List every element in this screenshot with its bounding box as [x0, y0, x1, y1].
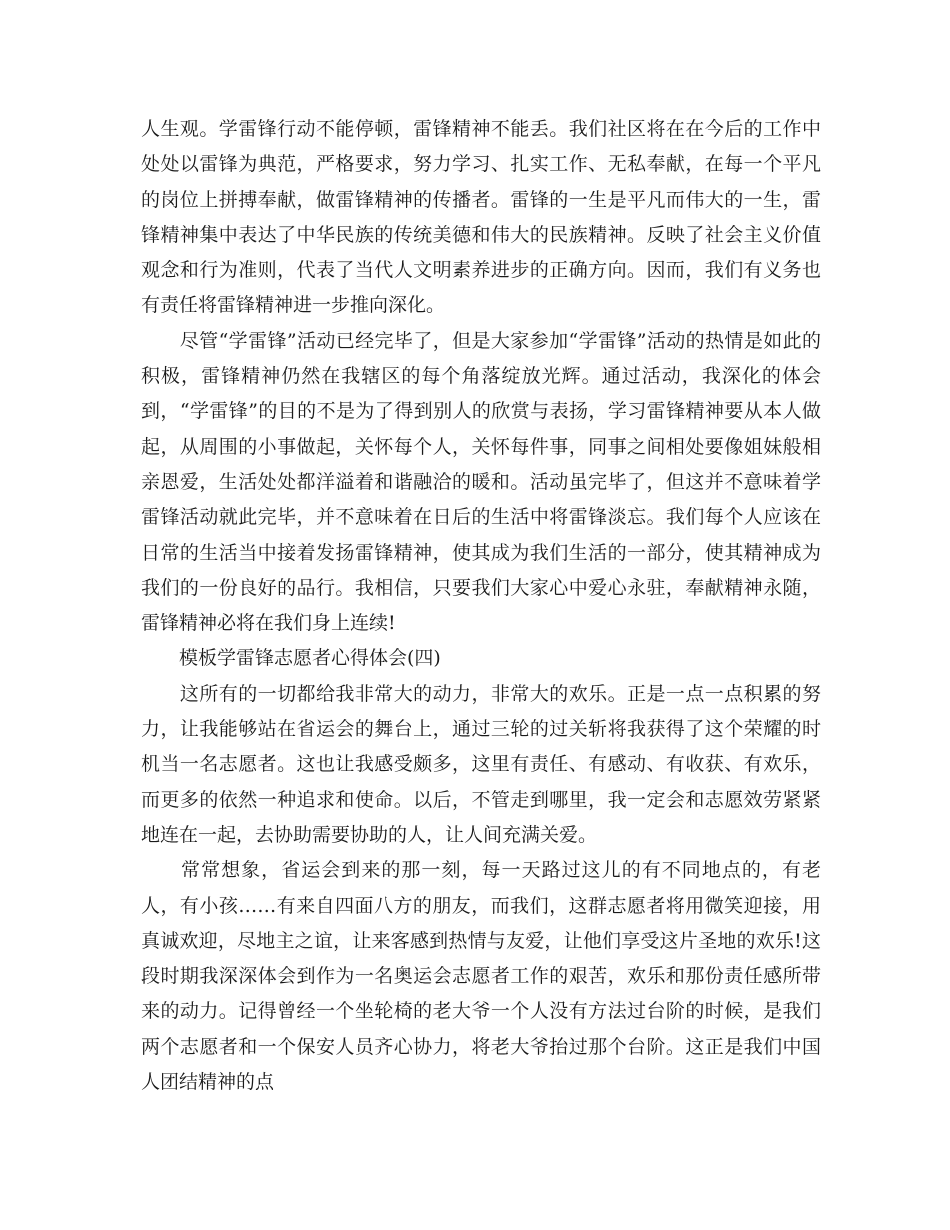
- paragraph-4: 常常想象，省运会到来的那一刻，每一天路过这儿的有不同地点的，有老人，有小孩……有来自四面八方的朋友，而我们，这群志愿者将用微笑迎接，用真诚欢迎，尽地主之谊，让来客感到热情与友爱，让他们享受这片圣地的欢乐!这段时期我深深体会到作为一名奥运会志愿者工作的艰苦，欢乐和那份责任感所带来的动力。记得曾经一个坐轮椅的老大爷一个人没有方法过台阶的时候，是我们两个志愿者和一个保安人员齐心协力，将老大爷抬过那个台阶。这正是我们中国人团结精神的点: [141, 859, 821, 1094]
- paragraph-1: 人生观。学雷锋行动不能停顿，雷锋精神不能丢。我们社区将在在今后的工作中处处以雷锋为典范，严格要求，努力学习、扎实工作、无私奉献，在每一个平凡的岗位上拼搏奉献，做雷锋精神的传播者。雷锋的一生是平凡而伟大的一生，雷锋精神集中表达了中华民族的传统美德和伟大的民族精神。反映了社会主义价值观念和行为准则，代表了当代人文明素养进步的正确方向。因而，我们有义务也有责任将雷锋精神进一步推向深化。: [141, 118, 821, 317]
- document-body: [141, 112, 821, 1100]
- section-heading: 模板学雷锋志愿者心得体会(四): [141, 647, 441, 670]
- paragraph-2: 尽管“学雷锋”活动已经完毕了，但是大家参加“学雷锋”活动的热情是如此的积极，雷锋精神仍然在我辖区的每个角落绽放光辉。通过活动，我深化的体会到，“学雷锋”的目的不是为了得到别人的欣赏与表扬，学习雷锋精神要从本人做起，从周围的小事做起，关怀每个人，关怀每件事，同事之间相处要像姐妹般相亲恩爱，生活处处都洋溢着和谐融洽的暖和。活动虽完毕了，但这并不意味着学雷锋活动就此完毕，并不意味着在日后的生活中将雷锋淡忘。我们每个人应该在日常的生活当中接着发扬雷锋精神，使其成为我们生活的一部分，使其精神成为我们的一份良好的品行。我相信，只要我们大家心中爱心永驻，奉献精神永随，雷锋精神必将在我们身上连续!: [141, 329, 821, 635]
- paragraph-3: 这所有的一切都给我非常大的动力，非常大的欢乐。正是一点一点积累的努力，让我能够站在省运会的舞台上，通过三轮的过关斩将我获得了这个荣耀的时机当一名志愿者。这也让我感受颇多，这里有责任、有感动、有收获、有欢乐，而更多的依然一种追求和使命。以后，不管走到哪里，我一定会和志愿效劳紧紧地连在一起，去协助需要协助的人，让人间充满关爱。: [141, 682, 821, 846]
